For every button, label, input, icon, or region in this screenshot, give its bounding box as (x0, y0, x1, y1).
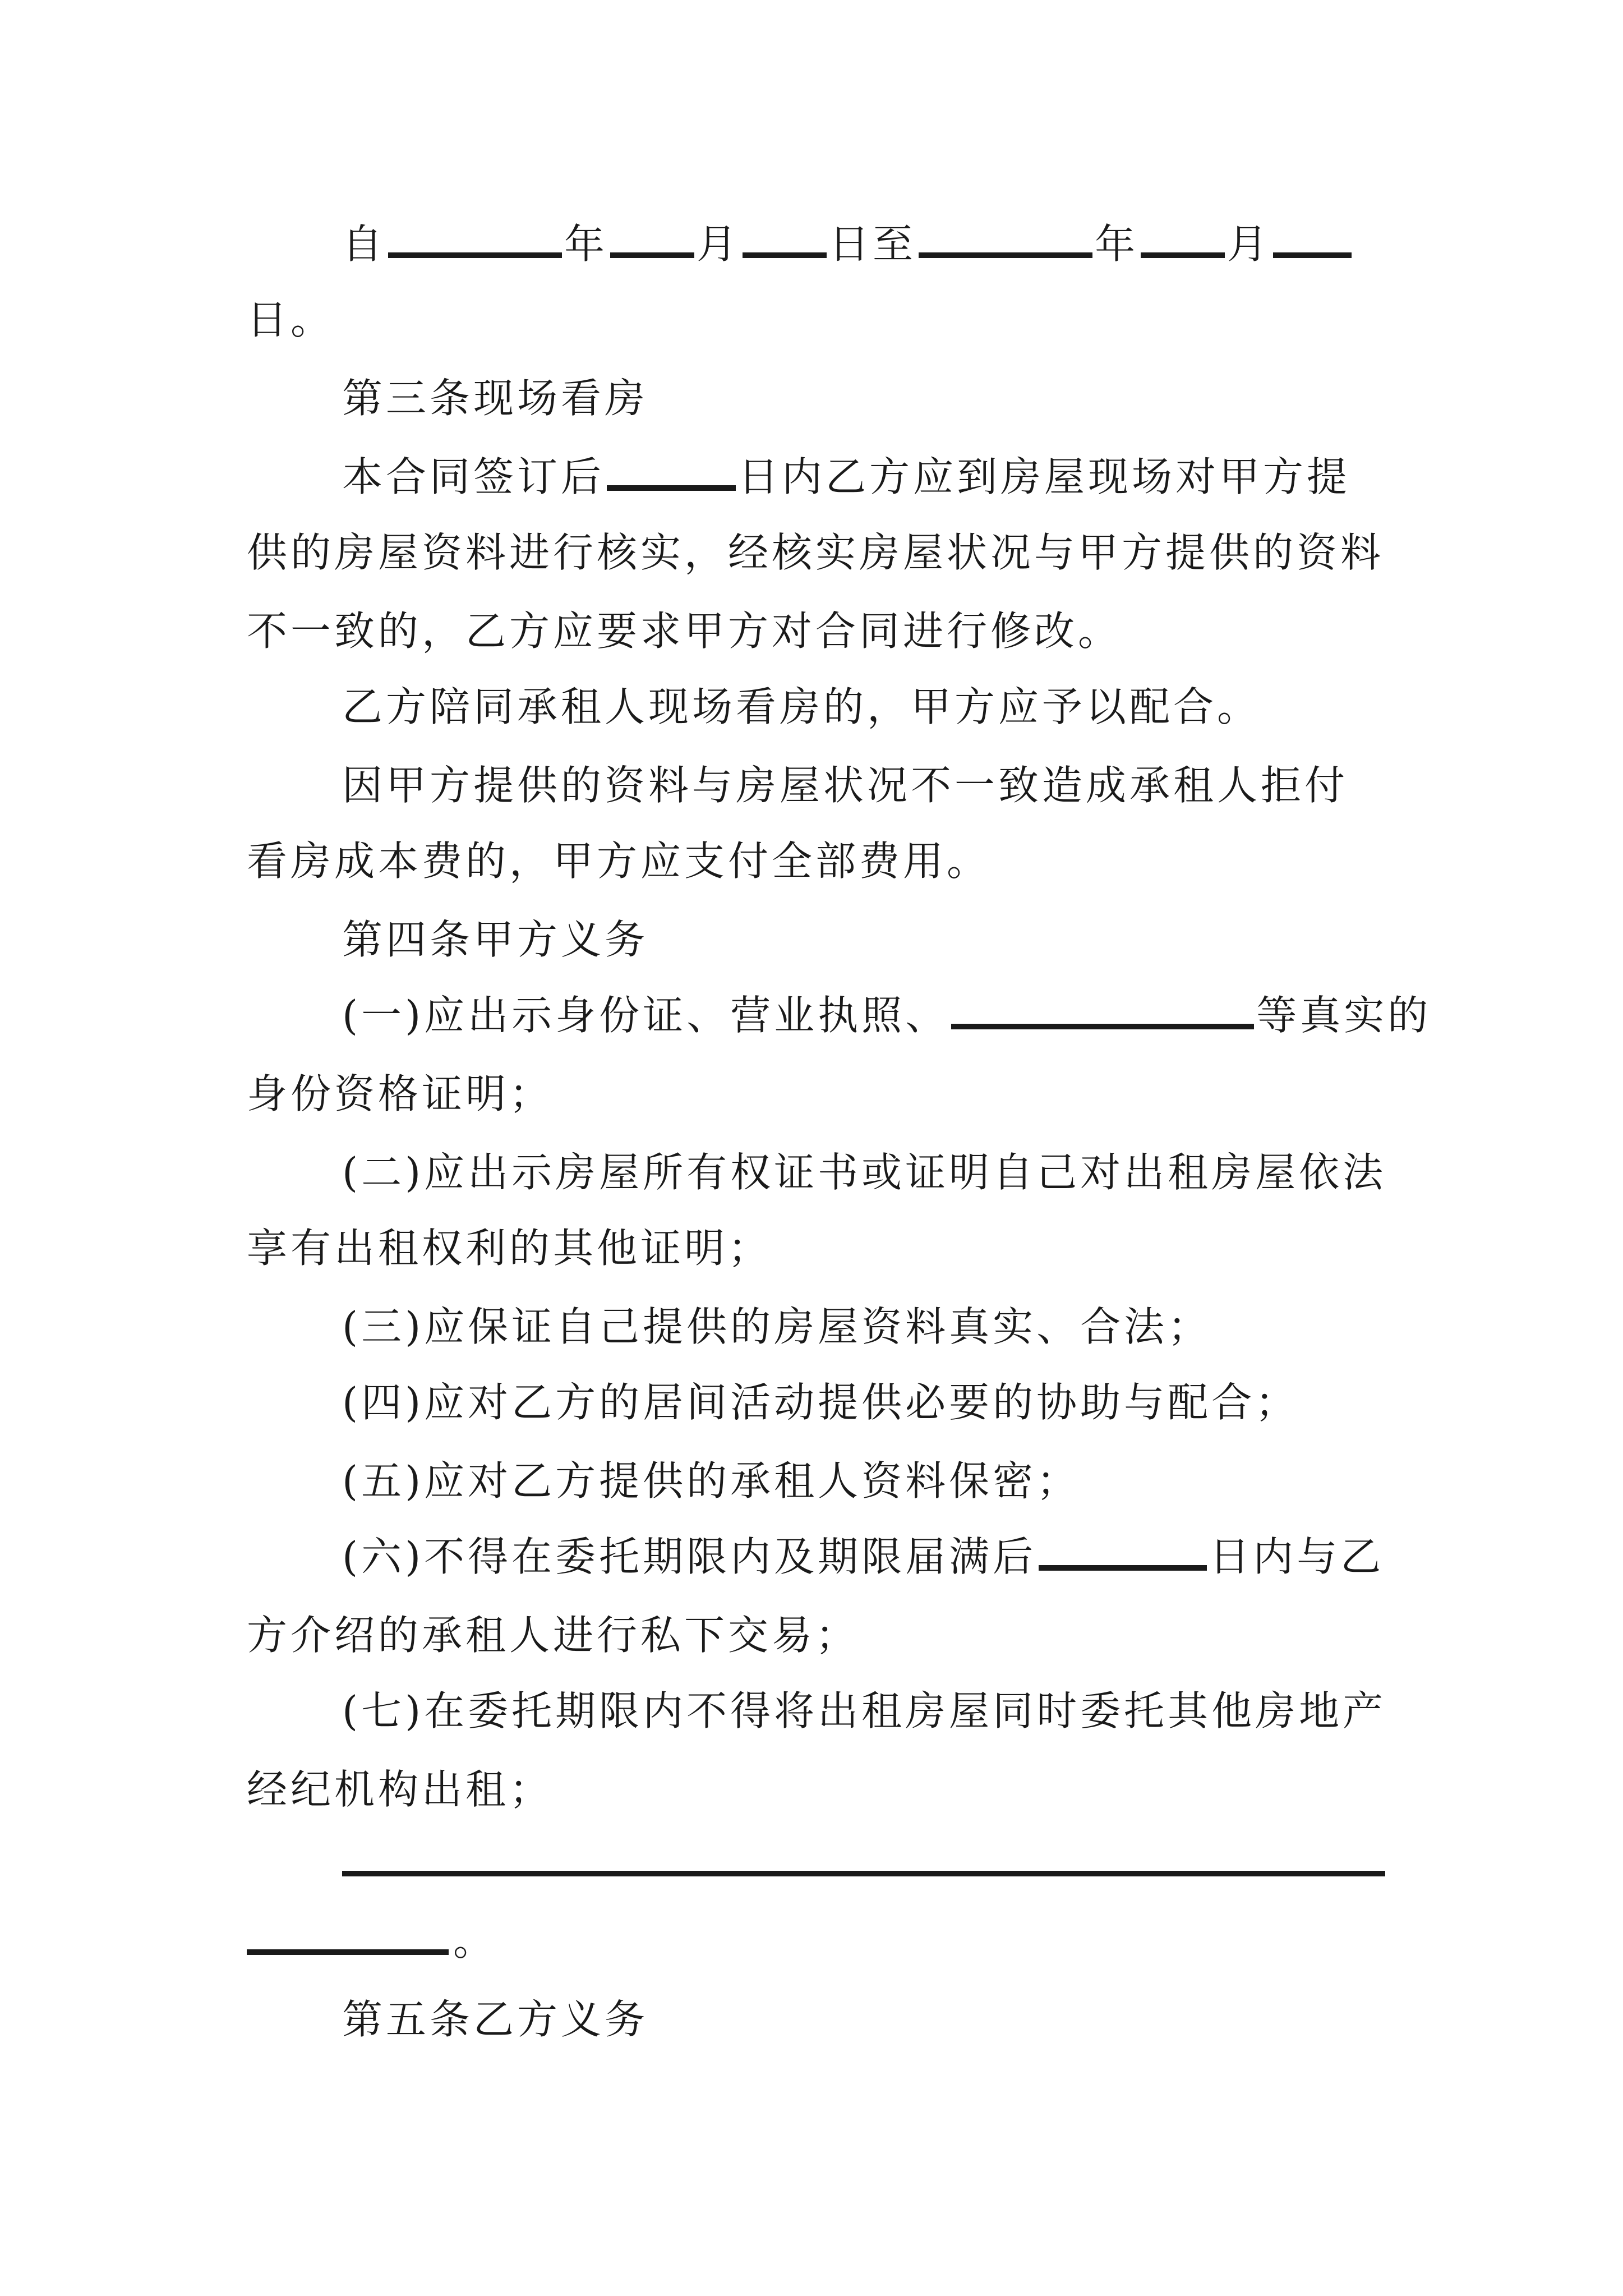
paragraph-line (342, 443, 1464, 510)
paragraph-line (247, 286, 583, 353)
section-heading (342, 1986, 903, 2053)
item-3-text: (三)应保证自己提供的房屋资料真实、合法； (342, 1303, 1212, 1350)
text-year: 年 (564, 220, 608, 268)
section-heading (342, 365, 903, 432)
item-6-text: (六)不得在委托期限内及期限届满后 (342, 1533, 1037, 1580)
additional-terms-blank-2 (247, 1949, 449, 1955)
paragraph-line (342, 673, 1520, 740)
paragraph-line (247, 597, 1481, 665)
start-year-blank (388, 215, 562, 258)
text-contract-signed: 本合同签订后 (342, 453, 605, 500)
end-year-blank (919, 215, 1092, 258)
paragraph-text: 因甲方提供的资料与房屋状况不一致造成承租人拒付 (342, 762, 1349, 809)
item-1-text: (一)应出示身份证、营业执照、 (342, 992, 949, 1039)
additional-terms-blank (342, 1871, 1385, 1876)
text-month: 月 (697, 220, 741, 268)
text-year-2: 年 (1095, 220, 1139, 268)
paragraph-line (342, 1139, 1492, 1206)
section-heading (342, 906, 903, 973)
paragraph-line (247, 519, 1481, 586)
item-7-text: (七)在委托期限内不得将出租房屋同时委托其他房地产 (342, 1687, 1387, 1734)
paragraph-line (247, 1756, 808, 1823)
paragraph-line (247, 827, 1424, 895)
paragraph-line (342, 1447, 1492, 1515)
item-2-text: (二)应出示房屋所有权证书或证明自己对出租房屋依法 (342, 1149, 1387, 1196)
paragraph-line (342, 1293, 1492, 1360)
article-3-title: 第三条现场看房 (342, 375, 649, 422)
text-from: 自 (342, 220, 386, 268)
text-day-end: 日。 (247, 296, 335, 343)
days-after-blank (1039, 1528, 1207, 1571)
end-month-blank (1141, 215, 1225, 258)
paragraph-line (453, 1907, 565, 1975)
paragraph-text: 享有出租权利的其他证明； (247, 1225, 772, 1272)
paragraph-line (247, 1214, 1088, 1282)
paragraph-line (342, 1523, 1492, 1590)
paragraph-line (342, 752, 1520, 819)
paragraph-line (342, 982, 1492, 1049)
item-1-text-end: 等真实的 (1256, 992, 1432, 1039)
days-blank (607, 448, 736, 491)
other-id-blank (951, 987, 1254, 1029)
paragraph-line (247, 1602, 1368, 1669)
start-month-blank (610, 215, 694, 258)
item-6-text-end: 日内与乙 (1209, 1533, 1385, 1580)
paragraph-text: 方介绍的承租人进行私下交易； (247, 1612, 860, 1659)
paragraph-text: 经纪机构出租； (247, 1766, 554, 1813)
item-5-text: (五)应对乙方提供的承租人资料保密； (342, 1457, 1081, 1504)
paragraph-line (342, 1369, 1520, 1436)
date-range-line (342, 210, 1464, 278)
text-day-to: 日至 (829, 220, 917, 268)
text-days-inspect: 日内乙方应到房屋现场对甲方提 (738, 453, 1351, 500)
paragraph-text: 乙方陪同承租人现场看房的，甲方应予以配合。 (342, 683, 1261, 730)
paragraph-line (247, 1060, 808, 1128)
article-5-title: 第五条乙方义务 (342, 1996, 649, 2043)
paragraph-text: 身份资格证明； (247, 1070, 554, 1117)
paragraph-line (342, 1677, 1520, 1745)
paragraph-text: 不一致的，乙方应要求甲方对合同进行修改。 (247, 608, 1122, 655)
article-4-title: 第四条甲方义务 (342, 916, 649, 963)
paragraph-text: 供的房屋资料进行核实，经核实房屋状况与甲方提供的资料 (247, 529, 1385, 576)
text-month-2: 月 (1227, 220, 1271, 268)
end-day-blank (1273, 215, 1352, 258)
item-4-text: (四)应对乙方的居间活动提供必要的协助与配合； (342, 1379, 1299, 1426)
period-mark: 。 (453, 1917, 497, 1964)
paragraph-text: 看房成本费的，甲方应支付全部费用。 (247, 838, 991, 885)
start-day-blank (743, 215, 827, 258)
